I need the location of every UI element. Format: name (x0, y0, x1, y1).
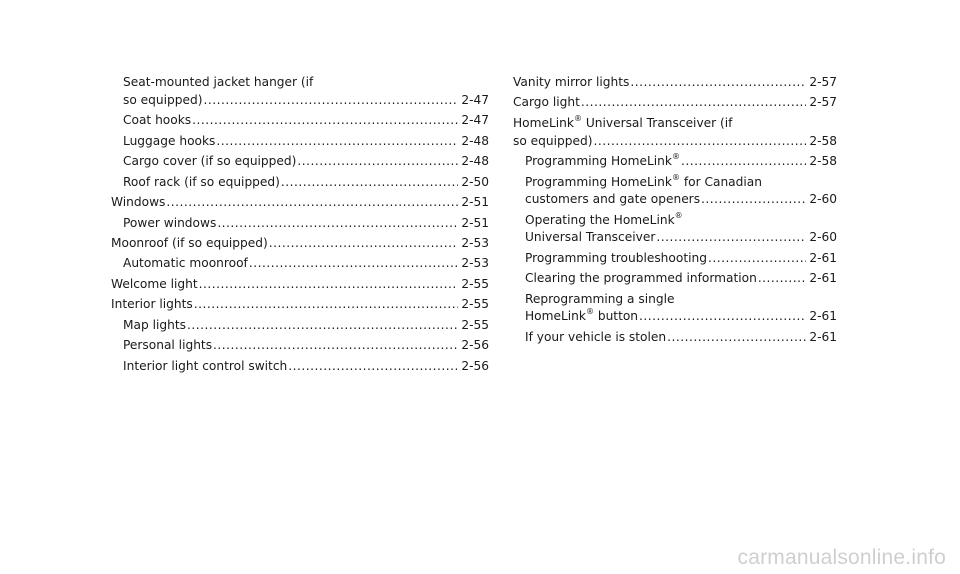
toc-page-number: 2-61 (809, 309, 837, 324)
toc-entry-line (111, 194, 489, 212)
dot-leader (281, 174, 458, 192)
dot-leader (594, 133, 807, 151)
toc-entry-line (525, 329, 837, 347)
toc-page-number: 2-60 (809, 192, 837, 207)
toc-entry[interactable] (513, 329, 837, 347)
toc-entry-title: Windows (111, 195, 166, 210)
toc-entry-line (513, 74, 837, 92)
toc-entry-title: Map lights (123, 317, 186, 332)
toc-page-number: 2-61 (809, 250, 837, 265)
toc-page-number: 2-50 (461, 174, 489, 189)
toc-entry-title: Power windows (123, 215, 217, 230)
toc-entry-line (111, 235, 489, 253)
toc-entry[interactable] (513, 94, 837, 112)
toc-page-number: 2-47 (461, 92, 489, 107)
toc-entry-title: Luggage hooks (123, 133, 216, 148)
dot-leader (701, 191, 806, 209)
dot-leader (639, 308, 806, 326)
dot-leader (297, 153, 458, 171)
toc-entry[interactable] (111, 317, 489, 335)
dot-leader (216, 133, 458, 151)
toc-entry-title: Vanity mirror lights (513, 75, 630, 89)
dot-leader (269, 235, 459, 253)
toc-entry-title: Universal Transceiver (525, 230, 656, 245)
toc-entry[interactable] (111, 358, 489, 376)
toc-entry[interactable] (513, 270, 837, 288)
toc-entry-line (111, 276, 489, 294)
toc-entry-title: so equipped) (513, 133, 593, 148)
toc-entry-title-line: Programming HomeLink® for Canadian (525, 172, 762, 189)
dot-leader (213, 337, 458, 355)
toc-entry-title: Programming troubleshooting (525, 250, 707, 265)
toc-entry[interactable] (513, 291, 837, 326)
dot-leader (681, 153, 806, 171)
toc-page-number: 2-55 (461, 317, 489, 332)
toc-column-right (513, 74, 837, 349)
toc-page-number: 2-58 (809, 154, 837, 169)
toc-entry[interactable] (111, 112, 489, 130)
toc-entry[interactable] (111, 133, 489, 151)
toc-entry-line (123, 153, 489, 171)
toc-entry[interactable] (513, 250, 837, 268)
toc-entry[interactable] (111, 255, 489, 273)
toc-entry-title-line: Seat-mounted jacket hanger (if (123, 75, 314, 89)
dot-leader (192, 112, 458, 130)
toc-entry-title: If your vehicle is stolen (525, 329, 667, 344)
toc-entry-title: customers and gate openers (525, 192, 701, 207)
toc-entry[interactable] (111, 153, 489, 171)
dot-leader (199, 276, 459, 294)
toc-entry-line (123, 255, 489, 273)
toc-entry-line (525, 270, 837, 288)
toc-page-number: 2-56 (461, 338, 489, 353)
toc-entry-line (123, 215, 489, 233)
toc-entry-line (525, 153, 837, 171)
toc-page-number: 2-48 (461, 133, 489, 148)
toc-entry-title: Personal lights (123, 338, 213, 353)
toc-entry-title: Automatic moonroof (123, 256, 248, 271)
toc-entry[interactable] (111, 215, 489, 233)
toc-page-number: 2-48 (461, 154, 489, 169)
toc-entry-title: Programming HomeLink® (525, 153, 680, 169)
toc-page-number: 2-58 (809, 133, 837, 148)
dot-leader (708, 250, 806, 268)
toc-entry[interactable] (513, 153, 837, 171)
toc-entry-title: Roof rack (if so equipped) (123, 174, 280, 189)
toc-entry-line (513, 94, 837, 112)
dot-leader (166, 194, 458, 212)
toc-page-number: 2-47 (461, 113, 489, 128)
toc-entry[interactable] (111, 337, 489, 355)
watermark: carmanualsonline.info (737, 546, 946, 569)
toc-page-number: 2-61 (809, 329, 837, 344)
toc-entry-title: Welcome light (111, 276, 198, 291)
toc-page-number: 2-55 (461, 297, 489, 312)
toc-entry[interactable] (111, 235, 489, 253)
toc-entry[interactable] (111, 74, 489, 109)
toc-entry-line (525, 250, 837, 268)
toc-entry[interactable] (513, 174, 837, 209)
toc-page-number: 2-53 (461, 256, 489, 271)
dot-leader (187, 317, 458, 335)
dot-leader (758, 270, 807, 288)
toc-entry[interactable] (513, 74, 837, 92)
dot-leader (656, 229, 806, 247)
dot-leader (630, 74, 806, 92)
toc-page-number: 2-61 (809, 271, 837, 286)
toc-page-number: 2-57 (809, 95, 837, 110)
toc-entry-title: Clearing the programmed information (525, 271, 757, 286)
dot-leader (581, 94, 806, 112)
toc-entry-title: Moonroof (if so equipped) (111, 235, 268, 250)
dot-leader (194, 296, 459, 314)
toc-entry[interactable] (513, 212, 837, 247)
toc-entry-line (513, 133, 837, 151)
dot-leader (204, 92, 459, 110)
toc-entry-title: HomeLink® button (525, 308, 639, 324)
toc-page-number: 2-51 (461, 215, 489, 230)
dot-leader (249, 255, 458, 273)
toc-page-number: 2-57 (809, 75, 837, 89)
toc-entry-title-line: HomeLink® Universal Transceiver (if (513, 113, 733, 130)
toc-entry-line (123, 112, 489, 130)
toc-entry-title: Interior lights (111, 297, 193, 312)
toc-page-number: 2-60 (809, 230, 837, 245)
toc-entry-line (525, 308, 837, 326)
toc-entry-line (525, 229, 837, 247)
toc-entry-title: Coat hooks (123, 113, 192, 128)
toc-column-left (111, 74, 489, 378)
toc-entry[interactable] (111, 194, 489, 212)
toc-entry-title: Interior light control switch (123, 358, 288, 373)
dot-leader (288, 358, 458, 376)
toc-page-number: 2-56 (461, 358, 489, 373)
toc-entry-title: Cargo cover (if so equipped) (123, 154, 297, 169)
toc-entry[interactable] (111, 296, 489, 314)
toc-page-number: 2-53 (461, 235, 489, 250)
toc-entry-line (525, 191, 837, 209)
toc-entry-title: so equipped) (123, 92, 203, 107)
toc-entry[interactable] (513, 115, 837, 150)
toc-entry-title-line: Operating the HomeLink® (525, 210, 683, 227)
toc-entry[interactable] (111, 276, 489, 294)
dot-leader (667, 329, 806, 347)
dot-leader (217, 215, 458, 233)
toc-entry-line (111, 296, 489, 314)
toc-entry-line (123, 317, 489, 335)
toc-page-number: 2-51 (461, 195, 489, 210)
toc-entry-line (123, 174, 489, 192)
toc-entry[interactable] (111, 174, 489, 192)
toc-entry-line (123, 133, 489, 151)
toc-entry-line (123, 358, 489, 376)
toc-entry-line (123, 92, 489, 110)
toc-entry-title-line: Reprogramming a single (525, 291, 675, 306)
toc-page-number: 2-55 (461, 276, 489, 291)
toc-entry-title: Cargo light (513, 95, 580, 110)
toc-entry-line (123, 337, 489, 355)
